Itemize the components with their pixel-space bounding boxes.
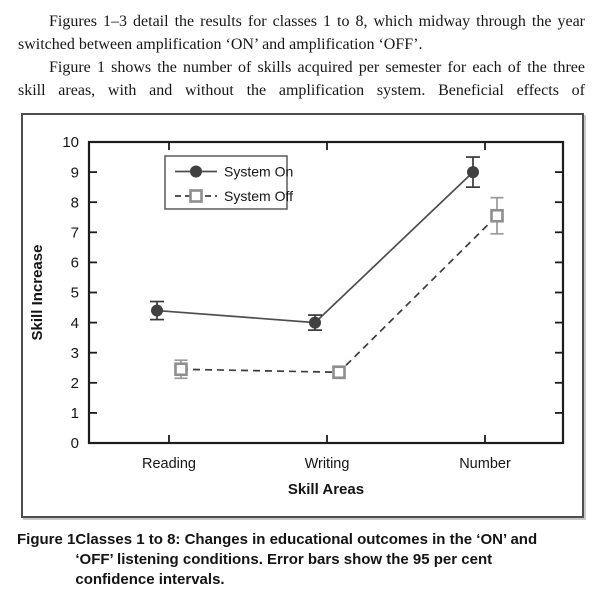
series-line [181, 216, 497, 373]
y-tick-label: 3 [70, 344, 79, 362]
y-tick-label: 1 [70, 405, 79, 423]
marker-open-square [334, 367, 345, 378]
x-tick-label-writing: Writing [304, 456, 350, 472]
marker-filled-circle [190, 166, 202, 178]
y-tick-label: 4 [70, 314, 79, 332]
line-chart [23, 115, 582, 516]
y-tick-label: 7 [70, 224, 79, 242]
marker-open-square [492, 210, 503, 221]
legend-label: System On [224, 163, 294, 180]
y-tick-label: 5 [70, 284, 79, 302]
y-axis-label: Skill Increase [29, 244, 46, 341]
x-tick-label-reading: Reading [141, 456, 197, 472]
y-tick-label: 2 [70, 375, 79, 392]
plot-frame [89, 142, 563, 443]
figure-caption [17, 530, 587, 590]
marker-open-square [176, 364, 187, 375]
body-text [18, 10, 585, 102]
figure-caption-text: Classes 1 to 8: Changes in educational outcomes in the ‘ON’ and ‘OFF’ listening conditions. Error bars show the 95 per cent confidence intervals. [75, 531, 538, 588]
legend-label: System Off [224, 188, 293, 204]
marker-filled-circle [309, 317, 321, 329]
marker-filled-circle [467, 166, 479, 178]
figure-box [21, 113, 584, 518]
figure-caption-label: Figure 1 [17, 531, 76, 548]
y-tick-label: 0 [70, 435, 79, 453]
y-tick-label: 9 [70, 164, 79, 182]
legend-item-system-off [175, 188, 293, 204]
y-tick-label: 10 [62, 134, 79, 152]
y-axis [62, 134, 562, 452]
marker-filled-circle [151, 305, 163, 317]
y-tick-label: 6 [70, 254, 79, 272]
intro-paragraph-2: Figure 1 shows the number of skills acquired per semester for each of the three skill areas, with and without the amplification system. Beneficial effects of [18, 59, 585, 99]
legend [165, 156, 293, 209]
intro-paragraph-1: Figures 1–3 detail the results for classes 1 to 8, which midway through the year switched between amplification ‘ON’ and amplification ‘OFF’. [18, 13, 585, 53]
series-system-off [175, 198, 504, 379]
marker-open-square [191, 191, 202, 202]
y-tick-label: 8 [70, 194, 79, 212]
x-tick-label-number: Number [459, 456, 511, 472]
x-axis-title: Skill Areas [287, 481, 365, 498]
